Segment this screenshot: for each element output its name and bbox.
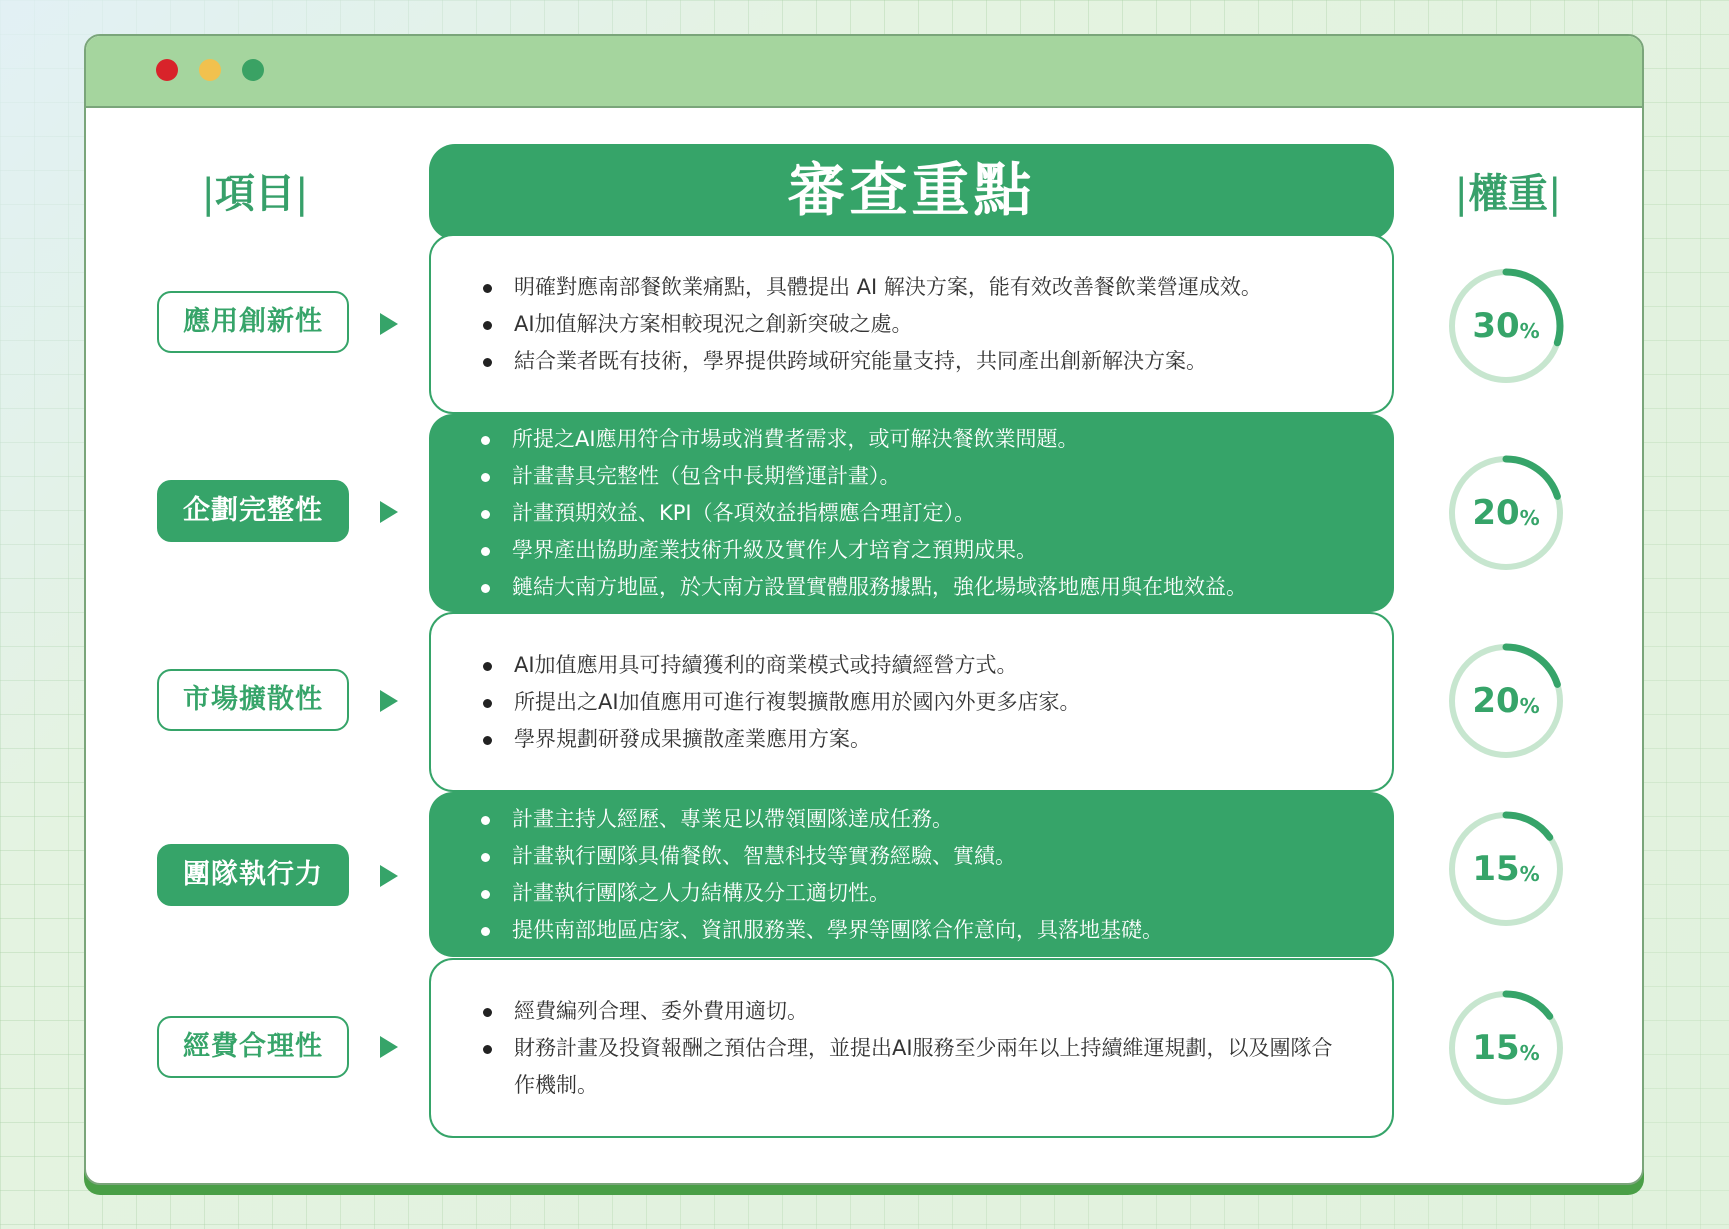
criteria-item: 結合業者既有技術，學界提供跨域研究能量支持，共同產出創新解決方案。: [481, 343, 1342, 380]
weight-ring-budget: [1446, 988, 1566, 1108]
criteria-list: [481, 269, 1342, 380]
item-label-budget: 經費合理性: [157, 1016, 349, 1078]
criteria-panel-completeness: [429, 414, 1394, 612]
play-arrow-icon: [380, 865, 398, 887]
weight-ring-completeness: [1446, 453, 1566, 573]
criteria-list: [481, 647, 1342, 758]
item-column-header: [190, 168, 320, 220]
criteria-item: 鏈結大南方地區，於大南方設置實體服務據點，強化場域落地應用與在地效益。: [479, 569, 1344, 606]
item-label-completeness: 企劃完整性: [157, 480, 349, 542]
minimize-dot-icon[interactable]: [199, 59, 221, 81]
window-titlebar: [86, 36, 1642, 108]
criteria-item: AI加值解決方案相較現況之創新突破之處。: [481, 306, 1342, 343]
weight-number: 15: [1472, 849, 1520, 889]
criteria-panel-budget: [429, 958, 1394, 1138]
criteria-panel-team: [429, 792, 1394, 957]
weight-unit: %: [1519, 506, 1540, 530]
weight-number: 20: [1472, 681, 1520, 721]
criteria-item: 計畫執行團隊之人力結構及分工適切性。: [479, 875, 1344, 912]
item-label-innovation: 應用創新性: [157, 291, 349, 353]
criteria-list: [479, 421, 1344, 606]
criteria-panel-innovation: [429, 234, 1394, 414]
weight-unit: %: [1519, 319, 1540, 343]
weight-percentage: [1446, 266, 1566, 386]
criteria-item: 學界產出協助產業技術升級及實作人才培育之預期成果。: [479, 532, 1344, 569]
play-arrow-icon: [380, 501, 398, 523]
weight-unit: %: [1519, 862, 1540, 886]
weight-number: 20: [1472, 493, 1520, 533]
criteria-item: 明確對應南部餐飲業痛點，具體提出 AI 解決方案，能有效改善餐飲業營運成效。: [481, 269, 1342, 306]
criteria-item: 學界規劃研發成果擴散產業應用方案。: [481, 721, 1342, 758]
weight-number: 30: [1472, 306, 1520, 346]
weight-unit: %: [1519, 694, 1540, 718]
header-divider-icon: |: [1454, 171, 1468, 217]
weight-ring-market: [1446, 641, 1566, 761]
weight-column-header: [1444, 168, 1572, 220]
weight-percentage: [1446, 988, 1566, 1108]
maximize-dot-icon[interactable]: [242, 59, 264, 81]
weight-ring-team: [1446, 809, 1566, 929]
weight-percentage: [1446, 641, 1566, 761]
criteria-item: 財務計畫及投資報酬之預估合理，並提出AI服務至少兩年以上持續維運規劃，以及團隊合作機制。: [481, 1030, 1342, 1104]
weight-number: 15: [1472, 1028, 1520, 1068]
criteria-item: 所提之AI應用符合市場或消費者需求，或可解決餐飲業問題。: [479, 421, 1344, 458]
weight-header-text: 權重: [1468, 171, 1548, 217]
criteria-item: AI加值應用具可持續獲利的商業模式或持續經營方式。: [481, 647, 1342, 684]
play-arrow-icon: [380, 313, 398, 335]
header-divider-icon: |: [1548, 171, 1562, 217]
header-divider-icon: |: [201, 171, 215, 217]
criteria-item: 計畫主持人經歷、專業足以帶領團隊達成任務。: [479, 801, 1344, 838]
play-arrow-icon: [380, 1036, 398, 1058]
item-label-market: 市場擴散性: [157, 669, 349, 731]
weight-ring-innovation: [1446, 266, 1566, 386]
header-divider-icon: |: [295, 171, 309, 217]
criteria-item: 經費編列合理、委外費用適切。: [481, 993, 1342, 1030]
weight-percentage: [1446, 453, 1566, 573]
close-dot-icon[interactable]: [156, 59, 178, 81]
criteria-item: 提供南部地區店家、資訊服務業、學界等團隊合作意向，具落地基礎。: [479, 912, 1344, 949]
item-label-team: 團隊執行力: [157, 844, 349, 906]
review-focus-header: 審查重點: [429, 144, 1394, 240]
weight-percentage: [1446, 809, 1566, 929]
criteria-item: 計畫書具完整性（包含中長期營運計畫）。: [479, 458, 1344, 495]
criteria-panel-market: [429, 612, 1394, 792]
criteria-item: 計畫執行團隊具備餐飲、智慧科技等實務經驗、實績。: [479, 838, 1344, 875]
item-header-text: 項目: [215, 171, 295, 217]
criteria-list: [481, 993, 1342, 1104]
play-arrow-icon: [380, 690, 398, 712]
criteria-list: [479, 801, 1344, 949]
criteria-item: 所提出之AI加值應用可進行複製擴散應用於國內外更多店家。: [481, 684, 1342, 721]
criteria-item: 計畫預期效益、KPI（各項效益指標應合理訂定）。: [479, 495, 1344, 532]
weight-unit: %: [1519, 1041, 1540, 1065]
